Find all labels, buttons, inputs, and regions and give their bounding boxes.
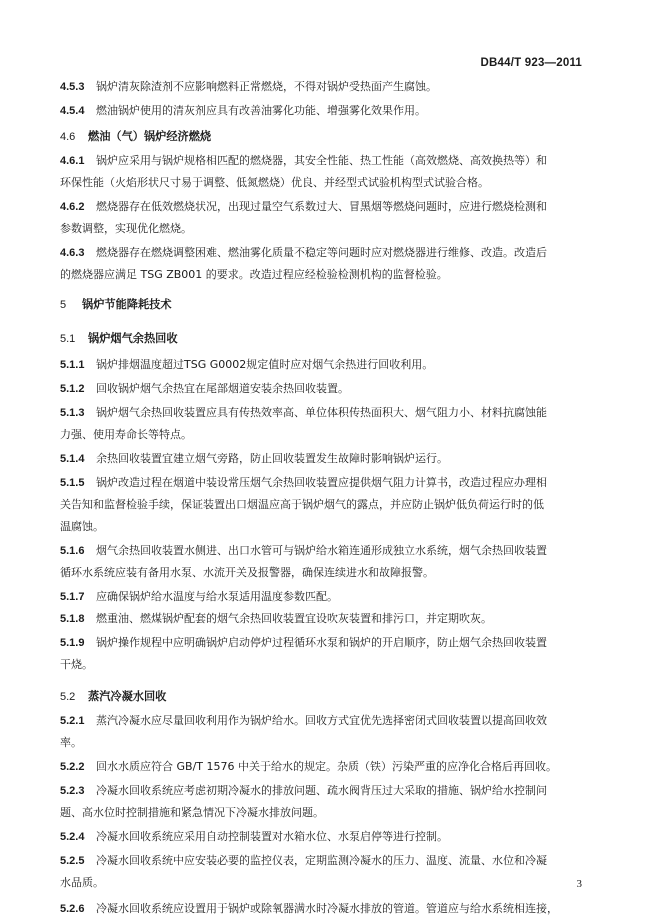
clause (60, 543, 547, 559)
clause-text: 锅炉烟气余热回收装置应具有传热效率高、单位体积传热面积大、烟气阻力小、材料抗腐蚀能 (96, 406, 547, 419)
chapter-title: 锅炉节能降耗技术 (82, 298, 172, 311)
clause-text: 燃烧器存在燃烧调整困难、燃油雾化质量不稳定等问题时应对燃烧器进行维修、改造。改造后 (96, 246, 547, 259)
clause (60, 199, 547, 215)
clause-text: 蒸汽冷凝水应尽量回收利用作为锅炉给水。回收方式宜优先选择密闭式回收装置以提高回收效 (96, 714, 547, 727)
clause (60, 853, 547, 869)
clause-text: 关告知和监督检验手续，保证装置出口烟温应高于锅炉烟气的露点，并应防止锅炉低负荷运行时的低 (60, 498, 544, 511)
clause-number: 5.2.6 (60, 903, 85, 915)
clause-text: 力强、使用寿命长等特点。 (60, 428, 192, 441)
section-title: 锅炉烟气余热回收 (88, 332, 178, 345)
clause-continuation (60, 657, 93, 673)
clause-text: 率。 (60, 736, 82, 749)
clause-number: 5.1.1 (60, 359, 85, 371)
clause-text: 锅炉清灰除渣剂不应影响燃料正常燃烧，不得对锅炉受热面产生腐蚀。 (96, 80, 437, 93)
clause-text: 锅炉应采用与锅炉规格相匹配的燃烧器，其安全性能、热工性能（高效燃烧、高效换热等）和 (96, 154, 547, 167)
page-number: 3 (576, 878, 582, 890)
clause (60, 589, 338, 605)
clause-number: 5.2.1 (60, 715, 85, 727)
section-heading (60, 689, 166, 705)
clause (60, 153, 547, 169)
clause-text: 烟气余热回收装置水侧进、出口水管可与锅炉给水箱连通形成独立水系统，烟气余热回收装置 (96, 544, 547, 557)
clause-continuation (60, 221, 192, 237)
clause-number: 5.1.5 (60, 477, 85, 489)
section-number: 5.2 (60, 691, 76, 703)
clause (60, 381, 349, 397)
clause-text: 冷凝水回收系统应设置用于锅炉或除氧器满水时冷凝水排放的管道。管道应与给水系统相连接， (96, 902, 558, 915)
clause-text: 参数调整，实现优化燃烧。 (60, 222, 192, 235)
clause-text: 水品质。 (60, 876, 104, 889)
clause-number: 5.2.4 (60, 831, 85, 843)
clause-text: 冷凝水回收系统应考虑初期冷凝水的排放问题、疏水阀背压过大采取的措施、锅炉给水控制问 (96, 784, 547, 797)
clause-text: 环保性能（火焰形状尺寸易于调整、低氮燃烧）优良、并经型式试验机构型式试验合格。 (60, 176, 489, 189)
clause-text: 冷凝水回收系统应采用自动控制装置对水箱水位、水泵启停等进行控制。 (96, 830, 448, 843)
chapter-number: 5 (60, 299, 67, 311)
clause-number: 5.1.4 (60, 453, 85, 465)
clause-text: 燃烧器存在低效燃烧状况，出现过量空气系数过大、冒黑烟等燃烧问题时，应进行燃烧检测和 (96, 200, 547, 213)
clause-text: 锅炉排烟温度超过TSG G0002规定值时应对烟气余热进行回收利用。 (96, 358, 434, 371)
clause-number: 5.1.8 (60, 613, 85, 625)
clause (60, 475, 547, 491)
clause-text: 回收锅炉烟气余热宜在尾部烟道安装余热回收装置。 (96, 382, 349, 395)
clause-text: 循环水系统应装有备用水泵、水流开关及报警器，确保连续进水和故障报警。 (60, 566, 434, 579)
clause-number: 4.5.3 (60, 81, 85, 93)
clause (60, 245, 547, 261)
section-heading (60, 331, 178, 347)
clause-number: 5.2.2 (60, 761, 85, 773)
clause-text: 锅炉操作规程中应明确锅炉启动停炉过程循环水泵和锅炉的开启顺序，防止烟气余热回收装置 (96, 636, 547, 649)
clause-text: 燃油锅炉使用的清灰剂应具有改善油雾化功能、增强雾化效果作用。 (96, 104, 426, 117)
clause-continuation (60, 497, 544, 513)
clause-text: 干烧。 (60, 658, 93, 671)
chapter-heading (60, 297, 172, 313)
clause-continuation (60, 565, 434, 581)
clause-text: 应确保锅炉给水温度与给水泵适用温度参数匹配。 (96, 590, 338, 603)
section-number: 5.1 (60, 333, 76, 345)
section-number: 4.6 (60, 131, 76, 143)
clause-number: 4.6.1 (60, 155, 85, 167)
clause (60, 79, 437, 95)
clause-continuation (60, 427, 192, 443)
clause-number: 5.2.5 (60, 855, 85, 867)
clause-number: 4.5.4 (60, 105, 85, 117)
clause-text: 燃重油、燃煤锅炉配套的烟气余热回收装置宜设吹灰装置和排污口，并定期吹灰。 (96, 612, 492, 625)
clause-text: 余热回收装置宜建立烟气旁路，防止回收装置发生故障时影响锅炉运行。 (96, 452, 448, 465)
clause (60, 451, 448, 467)
clause (60, 611, 492, 627)
clause (60, 783, 547, 799)
clause-number: 5.2.3 (60, 785, 85, 797)
clause (60, 405, 547, 421)
clause-number: 4.6.2 (60, 201, 85, 213)
section-title: 蒸汽冷凝水回收 (88, 690, 167, 703)
clause (60, 635, 547, 651)
clause (60, 103, 426, 119)
clause-number: 5.1.9 (60, 637, 85, 649)
clause (60, 829, 448, 845)
clause-number: 5.1.7 (60, 591, 85, 603)
clause (60, 713, 547, 729)
clause-continuation (60, 175, 489, 191)
document-code: DB44/T 923—2011 (480, 57, 582, 69)
clause-text: 锅炉改造过程在烟道中装设常压烟气余热回收装置应提供烟气阻力计算书，改造过程应办理相 (96, 476, 547, 489)
clause-text: 题、高水位时控制措施和紧急情况下冷凝水排放问题。 (60, 806, 324, 819)
clause-continuation (60, 875, 104, 891)
clause-continuation (60, 805, 324, 821)
clause-number: 5.1.2 (60, 383, 85, 395)
section-title: 燃油（气）锅炉经济燃烧 (88, 130, 212, 143)
clause-continuation (60, 519, 104, 535)
clause-number: 5.1.6 (60, 545, 85, 557)
clause (60, 759, 557, 775)
clause-number: 4.6.3 (60, 247, 85, 259)
clause-text: 的燃烧器应满足 TSG ZB001 的要求。改造过程应经检验检测机构的监督检验。 (60, 268, 448, 281)
clause-number: 5.1.3 (60, 407, 85, 419)
clause-text: 温腐蚀。 (60, 520, 104, 533)
clause-continuation (60, 267, 448, 283)
clause-text: 冷凝水回收系统中应安装必要的监控仪表，定期监测冷凝水的压力、温度、流量、水位和冷凝 (96, 854, 547, 867)
clause-continuation (60, 735, 82, 751)
clause-text: 回水水质应符合 GB/T 1576 中关于给水的规定。杂质（铁）污染严重的应净化合格后再回收。 (96, 760, 557, 773)
clause (60, 901, 558, 917)
section-heading (60, 129, 211, 145)
clause (60, 357, 433, 373)
